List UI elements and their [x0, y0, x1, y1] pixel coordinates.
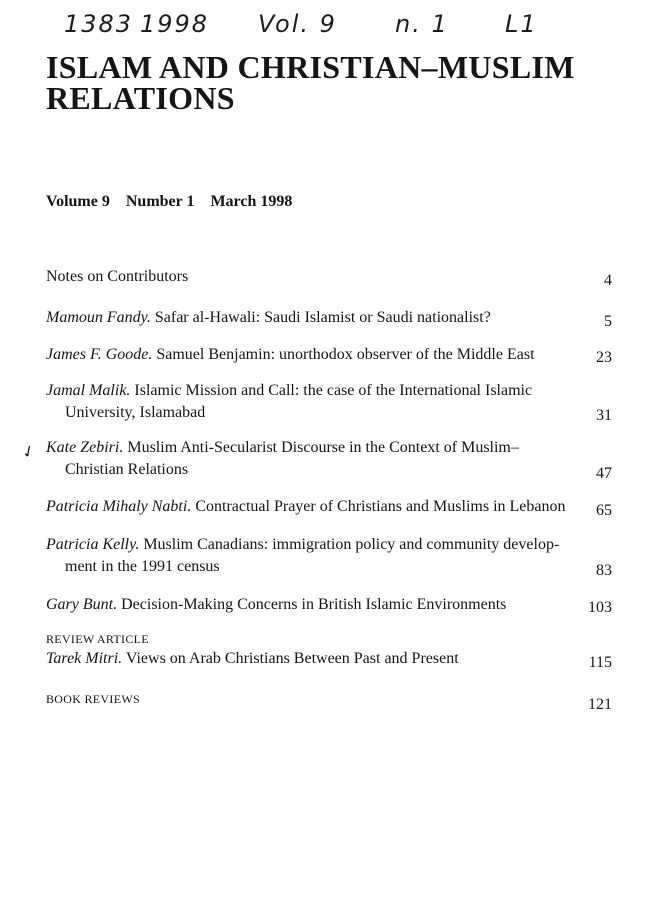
- toc-title: Contractual Prayer of Christians and Muslims in Lebanon: [195, 498, 566, 515]
- toc-page: 4: [604, 272, 612, 289]
- toc-entry[interactable]: [46, 437, 612, 481]
- toc-title-continued: Christian Relations: [65, 461, 189, 478]
- toc-author: James F. Goode.: [46, 346, 153, 363]
- toc-author: Tarek Mitri.: [46, 650, 123, 667]
- journal-title: [46, 49, 575, 116]
- issue-info: [46, 193, 304, 211]
- toc-entry[interactable]: [46, 307, 612, 329]
- toc-page: 83: [596, 562, 612, 579]
- toc-author: Kate Zebiri.: [46, 439, 124, 456]
- toc-title-continued: ment in the 1991 census: [65, 558, 220, 575]
- handwritten-note-1: 1383: [64, 10, 134, 38]
- toc-page: 103: [588, 599, 612, 616]
- toc-page: 23: [596, 349, 612, 366]
- toc-title: Notes on Contributors: [46, 268, 189, 285]
- issue-number: Number 1: [125, 193, 195, 210]
- toc-entry[interactable]: [46, 344, 612, 366]
- toc-page: 65: [596, 502, 612, 519]
- toc-page: 5: [604, 313, 612, 330]
- toc-author: Patricia Kelly.: [46, 536, 140, 553]
- toc-entry[interactable]: [46, 594, 612, 616]
- margin-check-mark: ✓: [19, 441, 39, 463]
- toc-title: Muslim Canadians: immigration policy and community develop-: [143, 536, 560, 553]
- toc-title: Decision-Making Concerns in British Islamic Environments: [121, 596, 507, 613]
- toc-title: Islamic Mission and Call: the case of the International Islamic: [134, 382, 533, 399]
- toc-title: Muslim Anti-Secularist Discourse in the Context of Muslim–: [127, 439, 519, 456]
- issue-date: March 1998: [210, 193, 293, 210]
- toc-author: Patricia Mihaly Nabti.: [46, 498, 192, 515]
- toc-page: 115: [588, 654, 612, 671]
- book-reviews[interactable]: [46, 688, 612, 713]
- toc-author: Jamal Malik.: [46, 382, 131, 399]
- toc-author: Mamoun Fandy.: [46, 309, 151, 326]
- toc-entry[interactable]: [46, 496, 612, 518]
- toc-page: 47: [596, 465, 612, 482]
- journal-title-line2: RELATIONS: [46, 80, 235, 116]
- review-article-label: REVIEW ARTICLE: [46, 632, 149, 646]
- toc-title: Samuel Benjamin: unorthodox observer of the Middle East: [156, 346, 535, 363]
- toc-entry[interactable]: [46, 534, 612, 578]
- book-reviews-label: BOOK REVIEWS: [46, 692, 140, 706]
- toc-title: Views on Arab Christians Between Past and Present: [125, 650, 459, 667]
- handwritten-note-5: L1: [505, 10, 538, 38]
- toc-title: Safar al-Hawali: Saudi Islamist or Saudi nationalist?: [154, 309, 491, 326]
- handwritten-note-4: n. 1: [395, 10, 449, 38]
- handwritten-note-3: Vol. 9: [258, 10, 337, 38]
- toc-title-continued: University, Islamabad: [65, 404, 206, 421]
- toc-entry[interactable]: [46, 380, 612, 424]
- toc-page: 31: [596, 407, 612, 424]
- toc-page: 121: [588, 696, 612, 713]
- handwritten-note-2: 1998: [140, 10, 210, 38]
- toc-entry[interactable]: [46, 266, 612, 288]
- journal-title-line1: ISLAM AND CHRISTIAN–MUSLIM: [46, 49, 575, 85]
- review-article[interactable]: [46, 628, 612, 670]
- toc-author: Gary Bunt.: [46, 596, 118, 613]
- volume: Volume 9: [46, 193, 110, 210]
